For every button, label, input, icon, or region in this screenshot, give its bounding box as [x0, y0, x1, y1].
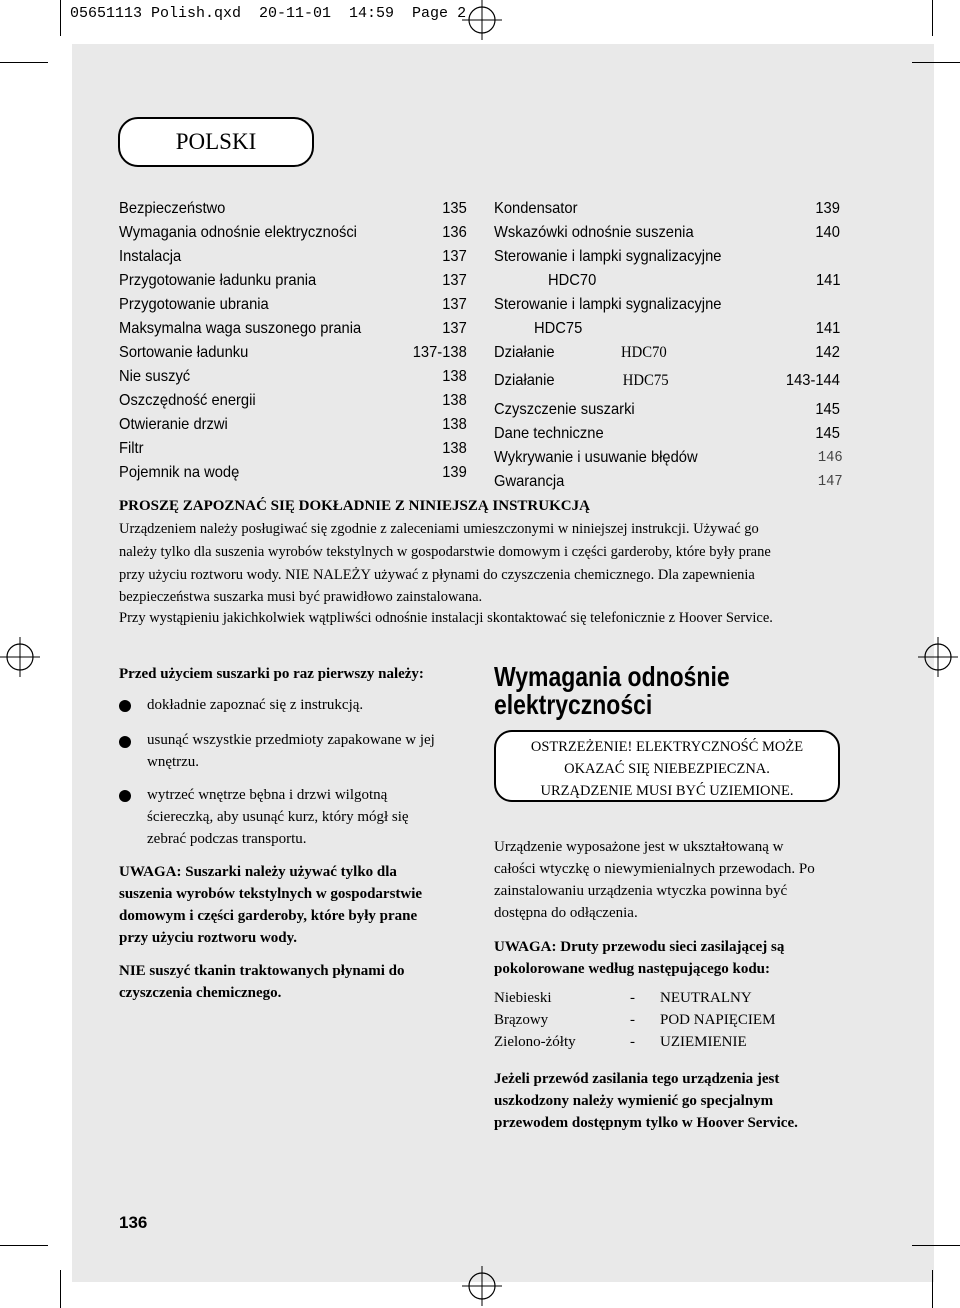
crop-mark — [912, 62, 960, 63]
toc-item: HDC75 141 — [534, 320, 841, 337]
section-heading-line: Wymagania odnośnie — [494, 661, 730, 692]
crop-mark — [0, 1245, 48, 1246]
notice-line: Przy wystąpieniu jakichkolwiek wątpliwści odnośnie instalacji skontaktować się telefonicznie z Hoover Service. — [119, 610, 773, 626]
toc-item: Instalacja 137 — [119, 248, 467, 265]
section-heading — [494, 663, 730, 719]
toc-item: Działanie HDC70 142 — [494, 344, 840, 361]
registration-mark-top — [462, 0, 502, 40]
wire-code-row — [494, 990, 752, 1007]
registration-mark-bottom — [462, 1266, 502, 1306]
toc-item: Maksymalna waga suszonego prania 137 — [119, 320, 467, 337]
toc-item: Czyszczenie suszarki 145 — [494, 401, 840, 418]
notice-line: Urządzeniem należy posługiwać się zgodnie z zaleceniami umieszczonymi w niniejszej instrukcji. Używać go — [119, 521, 759, 537]
toc-item: Przygotowanie ubrania 137 — [119, 296, 467, 313]
toc-item: Wykrywanie i usuwanie błędów 146 — [494, 449, 843, 466]
wire-code-row — [494, 1034, 747, 1051]
toc-item: Pojemnik na wodę 139 — [119, 464, 467, 481]
notice-line: należy tylko dla suszenia wyrobów tekstylnych w gospodarstwie domowym i części garderoby, które były prane — [119, 544, 771, 560]
bullet-item: zebrać podczas transportu. — [147, 831, 307, 847]
toc-item: Gwarancja 147 — [494, 473, 843, 490]
bullet-icon — [119, 790, 131, 802]
registration-mark-right — [918, 637, 958, 677]
registration-mark-left — [0, 637, 40, 677]
bullet-item: usunąć wszystkie przedmioty zapakowane w jej — [147, 732, 435, 748]
uwaga-text: UWAGA: Suszarki należy używać tylko dla — [119, 864, 397, 880]
nie-text: czyszczenia chemicznego. — [119, 985, 282, 1001]
crop-mark — [932, 1270, 933, 1308]
warning-line: OSTRZEŻENIE! ELEKTRYCZNOŚĆ MOŻE — [530, 739, 804, 755]
uwaga-text: suszenia wyrobów tekstylnych w gospodarstwie — [119, 886, 423, 902]
wire-dash: - — [630, 990, 635, 1006]
page-title: POLSKI — [118, 117, 314, 167]
wire-dash: - — [630, 1012, 635, 1028]
toc-item: Filtr 138 — [119, 440, 467, 457]
bullet-item: wytrzeć wnętrze bębna i drzwi wilgotną — [147, 787, 388, 803]
toc-item: Sterowanie i lampki sygnalizacyjne — [494, 248, 722, 265]
toc-item: Sterowanie i lampki sygnalizacyjne — [494, 296, 722, 313]
wire-color: Brązowy — [494, 1012, 549, 1028]
toc-item: Wskazówki odnośnie suszenia 140 — [494, 224, 840, 241]
wire-dash: - — [630, 1034, 635, 1050]
warning-line: URZĄDZENIE MUSI BYĆ UZIEMIONE. — [540, 783, 794, 799]
bullet-item: wnętrzu. — [147, 754, 200, 770]
notice-line: bezpieczeństwa suszarka musi być prawidłowo zainstalowana. — [119, 589, 483, 605]
bullet-icon — [119, 700, 131, 712]
page-number: 136 — [119, 1213, 148, 1232]
crop-mark — [60, 1270, 61, 1308]
notice-heading: PROSZĘ ZAPOZNAĆ SIĘ DOKŁADNIE Z NINIEJSZĄ INSTRUKCJĄ — [119, 498, 590, 514]
final-text: Jeżeli przewód zasilania tego urządzenia jest — [494, 1071, 780, 1087]
warning-line: OKAZAĆ SIĘ NIEBEZPIECZNA. — [564, 761, 770, 777]
toc-item: Działanie HDC75 143-144 — [494, 372, 840, 389]
bullet-item: dokładnie zapoznać się z instrukcją. — [147, 697, 364, 713]
final-text: uszkodzony należy wymienić go specjalnym — [494, 1093, 774, 1109]
paragraph-line: całości wtyczkę o niewymienialnych przewodach. Po — [494, 861, 815, 877]
wire-meaning: UZIEMIENIE — [660, 1034, 747, 1050]
nie-text: NIE suszyć tkanin traktowanych płynami do — [119, 963, 405, 979]
crop-mark — [0, 62, 48, 63]
bullet-item: ściereczką, aby usunąć kurz, który mógł się — [147, 809, 409, 825]
paragraph-line: Urządzenie wyposażone jest w ukształtowaną w — [494, 839, 784, 855]
uwaga-text: domowym i części garderoby, które były prane — [119, 908, 418, 924]
bullet-icon — [119, 736, 131, 748]
toc-item: Oszczędność energii 138 — [119, 392, 467, 409]
crop-mark — [912, 1245, 960, 1246]
file-header: 05651113 Polish.qxd 20-11-01 14:59 Page 2 — [70, 5, 467, 22]
toc-item: Bezpieczeństwo 135 — [119, 200, 467, 217]
toc-item: Otwieranie drzwi 138 — [119, 416, 467, 433]
toc-item: Dane techniczne 145 — [494, 425, 840, 442]
warning-box — [494, 730, 840, 802]
paragraph-line: zainstalowaniu urządzenia wtyczka powinna być — [494, 883, 788, 899]
intro-text: Przed użyciem suszarki po raz pierwszy należy: — [119, 666, 424, 682]
toc-item: Sortowanie ładunku 137-138 — [119, 344, 467, 361]
final-text: przewodem dostępnym tylko w Hoover Service. — [494, 1115, 798, 1131]
toc-item: Nie suszyć 138 — [119, 368, 467, 385]
wire-color: Zielono-żółty — [494, 1034, 576, 1050]
paragraph-line: dostępna do odłączenia. — [494, 905, 638, 921]
uwaga-text: UWAGA: Druty przewodu sieci zasilającej są — [494, 939, 785, 955]
toc-item: Wymagania odnośnie elektryczności 136 — [119, 224, 467, 241]
wire-meaning: POD NAPIĘCIEM — [660, 1012, 776, 1028]
crop-mark — [60, 0, 61, 36]
wire-color: Niebieski — [494, 990, 552, 1006]
toc-item: HDC70 141 — [548, 272, 841, 289]
crop-mark — [932, 0, 933, 36]
toc-item: Przygotowanie ładunku prania 137 — [119, 272, 467, 289]
wire-meaning: NEUTRALNY — [660, 990, 752, 1006]
wire-code-row — [494, 1012, 775, 1029]
uwaga-text: przy użyciu roztworu wody. — [119, 930, 298, 946]
uwaga-text: pokolorowane według następującego kodu: — [494, 961, 771, 977]
section-heading-line: elektryczności — [494, 689, 653, 720]
notice-line: przy użyciu roztworu wody. NIE NALEŻY używać z płynami do czyszczenia chemicznego. Dla zapewnienia — [119, 567, 755, 583]
toc-item: Kondensator 139 — [494, 200, 840, 217]
